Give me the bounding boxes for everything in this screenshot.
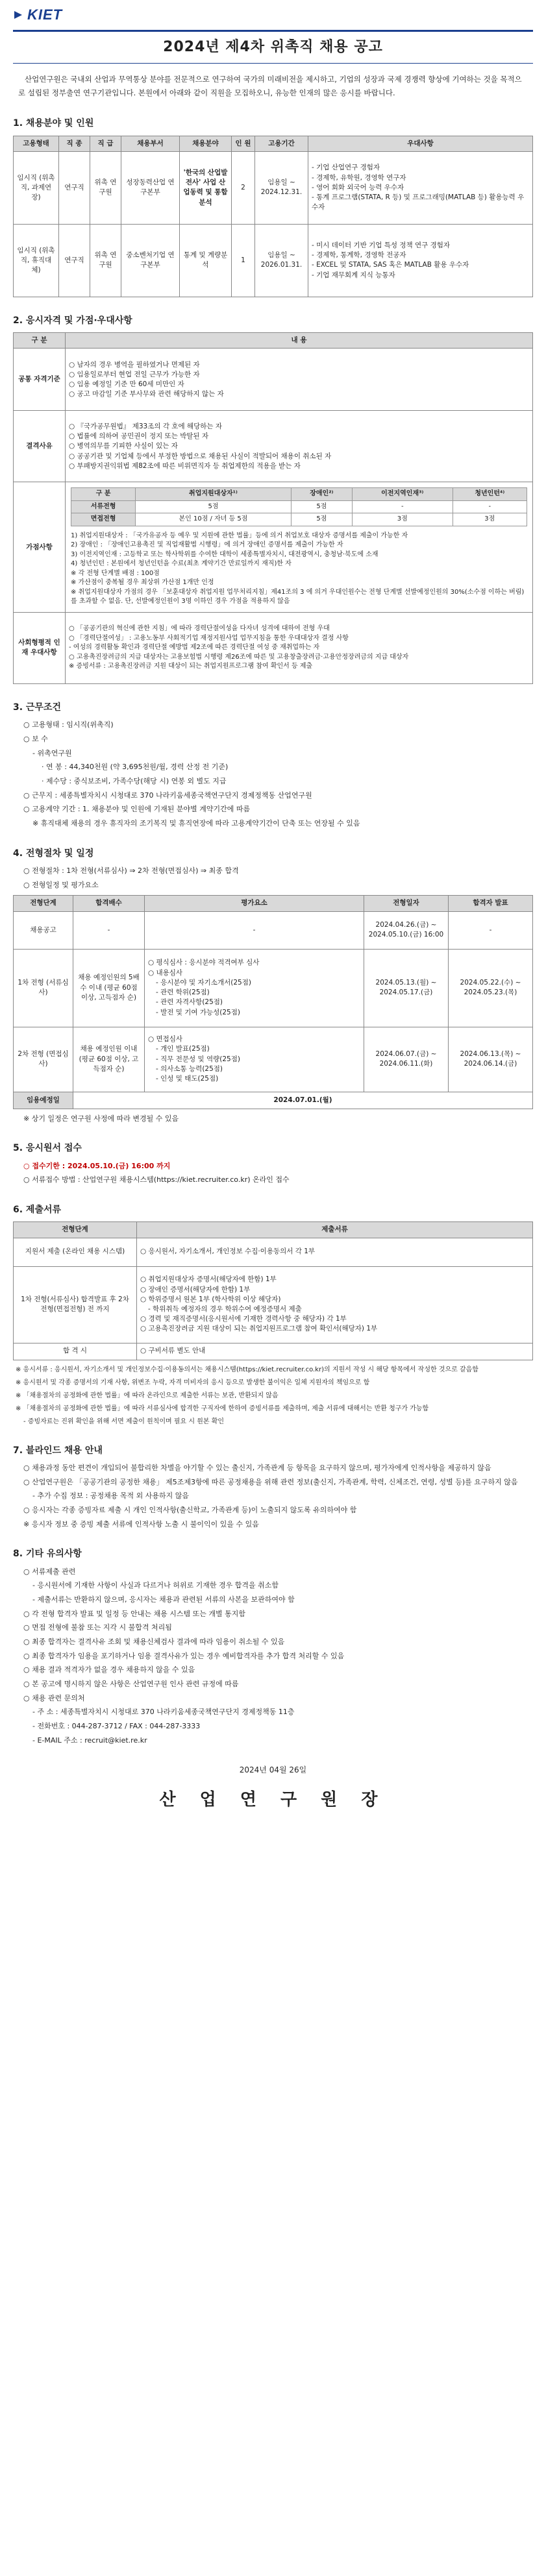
issuer-name: 산 업 연 구 원 장 — [159, 1789, 387, 1809]
eval-item: - 관련 자격사항(25점) — [156, 998, 223, 1007]
criteria-item: ○ 임용 예정일 기준 만 60세 미만인 자 — [69, 380, 184, 388]
note-line: ○ 서류제출 관련 — [23, 1567, 76, 1576]
doc-item: ○ 고용촉진장려금 지원 대상이 되는 취업지원프로그램 참여 확인서(해당자) 1부 — [140, 1325, 378, 1333]
disqualification-cell — [66, 411, 533, 482]
disq-item: ○ 법률에 의하여 공민권이 정지 또는 박탈된 자 — [69, 432, 209, 441]
work-conditions — [13, 719, 533, 830]
qualifications-table — [13, 332, 533, 684]
col-header: 취업지원대상자¹⁾ — [136, 488, 292, 501]
note-line: ○ 채용 결과 적격자가 없을 경우 채용하지 않을 수 있음 — [23, 1665, 195, 1674]
other-notes — [13, 1566, 533, 1747]
pref-item: - 영어 회화 외국어 능력 우수자 — [312, 183, 404, 191]
row-label: 사회형평적 인재 우대사항 — [14, 612, 66, 683]
col-header: 구 분 — [14, 333, 66, 349]
col-header: 고용형태 — [14, 136, 59, 151]
criteria-item: ○ 임용일로부터 현업 전일 근무가 가능한 자 — [69, 370, 200, 378]
cell: 면접전형 — [71, 513, 136, 526]
cell: - — [73, 911, 145, 949]
notice-title-box — [13, 30, 533, 64]
col-header: 고용기간 — [255, 136, 308, 151]
disq-item: ○ 『국가공무원법』 제33조의 각 호에 해당하는 자 — [69, 422, 222, 430]
cell: - — [145, 911, 364, 949]
section-5-title: 5. 응시원서 접수 — [13, 1143, 82, 1154]
cell: 1차 전형(서류심사) 합격발표 후 2차 전형(면접전형) 전 까지 — [14, 1266, 137, 1343]
bonus-note: 3) 이전지역인재 : 고등학교 또는 학사학위를 수여한 대학이 세종특별자치시, 대전광역시, 충청남·북도에 소재 — [71, 550, 378, 558]
blind-line: ※ 응시자 정보 중 증빙 제출 서류에 인적사항 노출 시 불이익이 있을 수 있음 — [23, 1519, 259, 1528]
logo-icon — [13, 10, 23, 20]
col-header: 제출서류 — [137, 1222, 533, 1238]
intro-paragraph: 산업연구원은 국내외 산업과 무역통상 분야를 전문적으로 연구하여 국가의 미래비전을 제시하고, 기업의 성장과 국제 경쟁력 향상에 기여하는 것을 목적으로 설립된 정부출연 연구기관입니다. 본원에서 아래와 같이 직원을 모집하오니, 유능한 인재의 많은 응시를 바랍니다. — [18, 74, 522, 98]
table-row — [14, 612, 533, 683]
criteria-item: ○ 공고 마감일 기준 부사무와 관련 해당하지 않는 자 — [69, 390, 224, 399]
eval-cell — [145, 1027, 364, 1092]
table-row — [14, 349, 533, 411]
cell: - — [453, 500, 527, 513]
criteria-item: ○ 남자의 경우 병역을 필하였거나 면제된 자 — [69, 360, 200, 369]
cell: 채용 예정인원의 5배수 이내 (평균 60점 이상, 고득점자 순) — [73, 949, 145, 1027]
table-row — [14, 151, 533, 224]
col-header: 전형일자 — [364, 896, 449, 911]
cell: ○ 구비서류 별도 안내 — [137, 1343, 533, 1360]
col-header: 구 분 — [71, 488, 136, 501]
condition-line: · 연 봉 : 44,340천원 (약 3,695천원/월, 경력 산정 전 기준) — [42, 763, 229, 772]
positions-table — [13, 136, 533, 297]
section-3-title: 3. 근무조건 — [13, 702, 62, 713]
table-row — [71, 513, 527, 526]
note-line: ○ 본 공고에 명시하지 않은 사항은 산업연구원 인사 관련 규정에 따름 — [23, 1680, 239, 1689]
cell: 임시직 (위촉직, 과제연장) — [14, 151, 59, 224]
condition-line: ○ 고용계약 기간 : 1. 채용분야 및 인원에 기재된 분야별 계약기간에 따름 — [23, 805, 251, 814]
social-equity-cell — [66, 612, 533, 683]
cell: ○ 응시원서, 자기소개서, 개인정보 수집·이용동의서 각 1부 — [137, 1238, 533, 1266]
note-line: - 주 소 : 세종특별자치시 시청대로 370 나라키움세종국책연구단지 경제정책동 11층 — [32, 1708, 295, 1717]
pref-item: - 경제학, 통계학, 경영학 전공자 — [312, 251, 406, 260]
bonus-note: ※ 가산점이 중복될 경우 최상위 가산점 1개만 인정 — [71, 579, 214, 587]
deadline-line: ○ 접수기한 : 2024.05.10.(금) 16:00 까지 — [23, 1161, 171, 1170]
cell: 1 — [232, 224, 255, 297]
blind-line: - 추가 수집 정보 : 공정채용 목적 외 사용하지 않음 — [32, 1491, 190, 1501]
bonus-note: 2) 장애인 : 「장애인고용촉진 및 직업재활법 시행령」에 의거 장애인 증명서를 제출이 가능한 자 — [71, 541, 343, 549]
doc-note: - 증빙자료는 진위 확인을 위해 서면 제출이 원칙이며 필요 시 원본 확인 — [23, 1417, 225, 1425]
cell: 임용예정일 — [14, 1092, 73, 1109]
table-row — [14, 911, 533, 949]
table-row — [14, 224, 533, 297]
cell: 채용공고 — [14, 911, 73, 949]
schedule-note: ※ 상기 일정은 연구원 사정에 따라 변경될 수 있음 — [23, 1114, 179, 1123]
col-header: 직 급 — [90, 136, 121, 151]
cell: 5점 — [291, 513, 352, 526]
cell: 지원서 제출 (온라인 채용 시스템) — [14, 1238, 137, 1266]
eval-item: - 개인 발표(25점) — [156, 1045, 210, 1053]
note-line: ○ 면접 전형에 불참 또는 지각 시 불합격 처리됨 — [23, 1623, 172, 1632]
row-label: 결격사유 — [14, 411, 66, 482]
doc-item: ○ 경력 및 재직증명서(응시원서에 기재한 경력사항 중 해당자) 각 1부 — [140, 1315, 347, 1323]
doc-item: ○ 장애인 증명서(해당자에 한함) 1부 — [140, 1285, 251, 1294]
cell: 2024.05.13.(월) ~ 2024.05.17.(금) — [364, 949, 449, 1027]
preference-cell — [308, 151, 533, 224]
cell: 성장동력산업 연구본부 — [121, 151, 180, 224]
cell: - — [352, 500, 453, 513]
cell: 중소벤처기업 연구본부 — [121, 224, 180, 297]
cell: 임용일 ~ 2026.01.31. — [255, 224, 308, 297]
col-header: 내 용 — [66, 333, 533, 349]
eval-item: ○ 평식심사 : 응시분야 적격여부 심사 — [148, 959, 260, 967]
eval-item: - 인성 및 태도(25점) — [156, 1074, 219, 1083]
cell: 3점 — [453, 513, 527, 526]
cell: '한국의 산업발전사' 사업 산업동력 및 통합분석 — [180, 151, 232, 224]
eval-item: - 관련 학위(25점) — [156, 988, 210, 997]
section-4-title: 4. 전형절차 및 일정 — [13, 848, 94, 859]
table-row — [14, 949, 533, 1027]
cell: 합 격 시 — [14, 1343, 137, 1360]
section-8-title: 8. 기타 유의사항 — [13, 1549, 82, 1560]
note-line: - E-MAIL 주소 : recruit@kiet.re.kr — [32, 1736, 147, 1745]
cell: 임용일 ~ 2024.12.31. — [255, 151, 308, 224]
col-header: 인 원 — [232, 136, 255, 151]
cell: 연구직 — [59, 224, 90, 297]
application-method: ○ 서류접수 방법 : 산업연구원 채용시스템(https://kiet.recruiter.co.kr) 온라인 접수 — [23, 1175, 290, 1184]
cell: 2차 전형 (면접심사) — [14, 1027, 73, 1092]
table-row — [14, 1238, 533, 1266]
note-line: ○ 최종 합격자는 결격사유 조회 및 채용신체검사 결과에 따라 임용이 취소될 수 있음 — [23, 1637, 285, 1646]
cell: 5점 — [136, 500, 292, 513]
eval-item: - 응시분야 및 자기소개서(25점) — [156, 978, 251, 987]
note-line: - 응시원서에 기재한 사항이 사실과 다르거나 허위로 기재한 경우 합격을 취소함 — [32, 1581, 279, 1590]
cell: 2 — [232, 151, 255, 224]
table-row — [71, 500, 527, 513]
bonus-cell — [66, 482, 533, 613]
disq-item: ○ 병역의무를 기피한 사실이 있는 자 — [69, 442, 178, 450]
condition-line: ○ 보 수 — [23, 734, 48, 743]
col-header: 우대사항 — [308, 136, 533, 151]
section-6-title: 6. 제출서류 — [13, 1205, 62, 1215]
doc-note: ※ 「채용절차의 공정화에 관한 법률」에 따라 온라인으로 제출한 서류는 보관, 반환되지 않음 — [16, 1392, 279, 1399]
note-line: - 전화번호 : 044-287-3712 / FAX : 044-287-3333 — [32, 1722, 201, 1731]
disq-item: ○ 부패방지권익위법 제82조에 따른 비위면직자 등 취업제한의 적용을 받는 자 — [69, 461, 301, 470]
eval-item: - 의사소통 능력(25점) — [156, 1064, 223, 1073]
section-7-title: 7. 블라인드 채용 안내 — [13, 1445, 103, 1456]
condition-line: · 제수당 : 중식보조비, 가족수당(해당 시) 연봉 외 별도 지급 — [42, 777, 227, 785]
table-row — [14, 482, 533, 613]
doc-note: ※ 응시원서 및 각종 증명서의 기재 사항, 위변조 누락, 자격 미비자의 응시 등으로 발생한 불이익은 일체 지원자의 책임으로 함 — [16, 1379, 370, 1386]
col-header: 장애인²⁾ — [291, 488, 352, 501]
condition-line: - 위촉연구원 — [32, 748, 72, 757]
blind-line: ○ 응시자는 각종 증빙자료 제출 시 개인 인적사항(출신학교, 가족관계 등)이 노출되지 않도록 유의하여야 함 — [23, 1505, 357, 1514]
table-row — [14, 1266, 533, 1343]
eval-item: - 직무 전문성 및 역량(25점) — [156, 1055, 240, 1063]
col-header: 합격자 발표 — [449, 896, 533, 911]
social-item: ○ 「경력단절여성」 : 고용노동부 사회적기업 재정지원사업 업무지침을 통한 우대대상자 결정 사항 — [69, 634, 349, 642]
cell: 5점 — [291, 500, 352, 513]
kiet-logo — [13, 0, 533, 26]
col-header: 이전지역인재³⁾ — [352, 488, 453, 501]
cell: 3점 — [352, 513, 453, 526]
documents-notes — [13, 1364, 533, 1427]
social-item: ※ 증빙서류 : 고용촉진장려금 지원 대상이 되는 취업지원프로그램 참여 확인서 등 제출 — [69, 663, 313, 670]
col-header: 청년인턴⁴⁾ — [453, 488, 527, 501]
cell: 위촉 연구원 — [90, 151, 121, 224]
note-line: ○ 최종 합격자가 임용을 포기하거나 임용 결격사유가 있는 경우 예비합격자를 추가 합격 처리할 수 있음 — [23, 1651, 345, 1660]
cell: - — [449, 911, 533, 949]
col-header: 전형단계 — [14, 896, 73, 911]
cell: 통계 및 계량분석 — [180, 224, 232, 297]
procedure-line: ○ 전형일정 및 평가요소 — [23, 880, 99, 889]
documents-table — [13, 1221, 533, 1360]
bonus-note: 4) 청년인턴 : 본원에서 청년인턴을 수료(최초 계약기간 만료일까지 재직)한 자 — [71, 560, 292, 568]
table-row — [14, 411, 533, 482]
table-row — [14, 1343, 533, 1360]
pref-item: - 기업 산업연구 경험자 — [312, 164, 380, 172]
eval-cell — [145, 949, 364, 1027]
note-line: ○ 채용 관련 문의처 — [23, 1693, 85, 1702]
docs-cell — [137, 1266, 533, 1343]
note-line: - 제출서류는 반환하지 않으며, 응시자는 채용과 관련된 서류의 사본을 보관하여야 함 — [32, 1595, 295, 1604]
row-label: 가점사항 — [14, 482, 66, 613]
eval-item: ○ 면접심사 — [148, 1035, 183, 1044]
pref-item: - 통계 프로그램(STATA, R 등) 및 프로그래밍(MATLAB 등) 활용능력 우수자 — [312, 193, 525, 212]
eval-item: - 발전 및 기여 가능성(25점) — [156, 1008, 240, 1016]
pref-item: - EXCEL 및 STATA, SAS 혹은 MATLAB 활용 우수자 — [312, 261, 469, 269]
cell: 임시직 (위촉직, 휴직대체) — [14, 224, 59, 297]
cell: 위촉 연구원 — [90, 224, 121, 297]
bonus-note: ※ 각 전형 단계별 배점 : 100점 — [71, 569, 160, 577]
section-2-title: 2. 응시자격 및 가점·우대사항 — [13, 315, 132, 326]
col-header: 전형단계 — [14, 1222, 137, 1238]
bonus-note: ※ 취업지원대상자 가점의 경우 「보훈대상자 취업지원 업무처리지침」제41조의 3 에 의거 우대인원수는 전형 단계별 선발예정인원의 30%(소수점 이하는 버림)를 초과할 수 없음. 단, 선발예정인원이 3명 이하인 경우 가점을 적용하지 않음 — [71, 588, 525, 606]
doc-item: ○ 취업지원대상자 증명서(해당자에 한함) 1부 — [140, 1275, 277, 1284]
blind-line: ○ 채용과정 동안 편견이 개입되어 불합리한 차별을 야기할 수 있는 출신지, 가족관계 등 항목을 요구하지 않으며, 평가자에게 인적사항을 제공하지 않음 — [23, 1463, 491, 1472]
cell: 2024.05.22.(수) ~ 2024.05.23.(목) — [449, 949, 533, 1027]
blind-hiring-info — [13, 1462, 533, 1530]
condition-line: ※ 휴직대체 채용의 경우 휴직자의 조기복직 및 휴직연장에 따라 고용계약기간이 단축 또는 연장될 수 있음 — [32, 819, 360, 828]
cell: 2024.06.13.(목) ~ 2024.06.14.(금) — [449, 1027, 533, 1092]
logo-text: KIET — [27, 6, 63, 23]
table-row — [14, 1092, 533, 1109]
cell: 서류전형 — [71, 500, 136, 513]
doc-item: - 학위취득 예정자의 경우 학위수여 예정증명서 제출 — [148, 1305, 302, 1314]
condition-line: ○ 고용형태 : 임시직(위촉직) — [23, 720, 114, 730]
bonus-points-table — [71, 487, 527, 526]
col-header: 합격배수 — [73, 896, 145, 911]
cell: 2024.06.07.(금) ~ 2024.06.11.(화) — [364, 1027, 449, 1092]
procedure-line: ○ 전형절차 : 1차 전형(서류심사) ⇒ 2차 전형(면접심사) ⇒ 최종 합격 — [23, 866, 239, 876]
condition-line: ○ 근무지 : 세종특별자치시 시청대로 370 나라키움세종국책연구단지 경제정책동 산업연구원 — [23, 791, 312, 800]
social-item: - 여성의 경력활동 확인과 경력단절 예방법 제2조에 따른 경력단절 여성 중 재취업하는 자 — [69, 644, 320, 652]
social-item: ○ 「공공기관의 혁신에 관한 지침」에 따라 경력단절여성을 다자녀 성격에 대하여 전형 우대 — [69, 625, 330, 633]
social-item: ○ 고용촉진장려금의 지급 대상자는 고용보험법 시행령 제26조에 따른 및 고용창출장려금·고용안정장려금의 지급 대상자 — [69, 653, 409, 661]
eval-item: ○ 내용심사 — [148, 968, 183, 977]
pref-item: - 미시 데이터 기반 기업 특성 정책 연구 경험자 — [312, 241, 451, 249]
common-criteria-cell — [66, 349, 533, 411]
pref-item: - 경제학, 유학원, 경영학 연구자 — [312, 173, 406, 182]
bonus-note: 1) 취업지원대상자 : 「국가유공자 등 예우 및 지원에 관한 법률」등에 의거 취업보호 대상자 증명서를 제출이 가능한 자 — [71, 532, 408, 539]
cell: 채용 예정인원 이내 (평균 60점 이상, 고득점자 순) — [73, 1027, 145, 1092]
blind-line: ○ 산업연구원은 「공공기관의 공정한 채용」 제5조제3항에 따른 공정채용을 위해 관련 정보(출신지, 가족관계, 학력, 신체조건, 연령, 성별 등)를 요구하지 않음 — [23, 1477, 518, 1486]
doc-note: ※ 응시서류 : 응시원서, 자기소개서 및 개인정보수집·이용동의서는 채용시스템(https://kiet.recruiter.co.kr)의 지원서 작성 시 해당 항목에서 작성한 것으로 갈음함 — [16, 1366, 478, 1373]
appoint-date: 2024.07.01.(월) — [73, 1092, 533, 1109]
col-header: 채용부서 — [121, 136, 180, 151]
doc-item: ○ 학위증명서 원본 1부 (학사학위 이상 해당자) — [140, 1295, 281, 1303]
table-row — [14, 1027, 533, 1092]
pref-item: - 기업 재무회계 지식 능통자 — [312, 271, 395, 279]
disq-item: ○ 공공기관 및 기업체 등에서 부정한 방법으로 채용된 사실이 적발되어 채용이 취소된 자 — [69, 452, 332, 460]
cell: 1차 전형 (서류심사) — [14, 949, 73, 1027]
col-header: 직 종 — [59, 136, 90, 151]
notice-date: 2024년 04월 26일 — [239, 1765, 307, 1775]
col-header: 채용분야 — [180, 136, 232, 151]
cell: 2024.04.26.(금) ~ 2024.05.10.(금) 16:00 — [364, 911, 449, 949]
cell: 연구직 — [59, 151, 90, 224]
row-label: 공통 자격기준 — [14, 349, 66, 411]
preference-cell — [308, 224, 533, 297]
page-title: 2024년 제4차 위촉직 채용 공고 — [163, 39, 383, 55]
schedule-table — [13, 895, 533, 1109]
col-header: 평가요소 — [145, 896, 364, 911]
cell: 본인 10점 / 자녀 등 5점 — [136, 513, 292, 526]
doc-note: ※ 「채용절차의 공정화에 관한 법률」에 따라 서류심사에 합격한 구직자에 한하여 증빙서류를 제출하며, 제출 서류에 대해서는 반환 청구가 가능함 — [16, 1405, 429, 1412]
note-line: ○ 각 전형 합격자 발표 및 일정 등 안내는 채용 시스템 또는 개별 통지함 — [23, 1609, 245, 1618]
section-1-title: 1. 채용분야 및 인원 — [13, 118, 94, 129]
